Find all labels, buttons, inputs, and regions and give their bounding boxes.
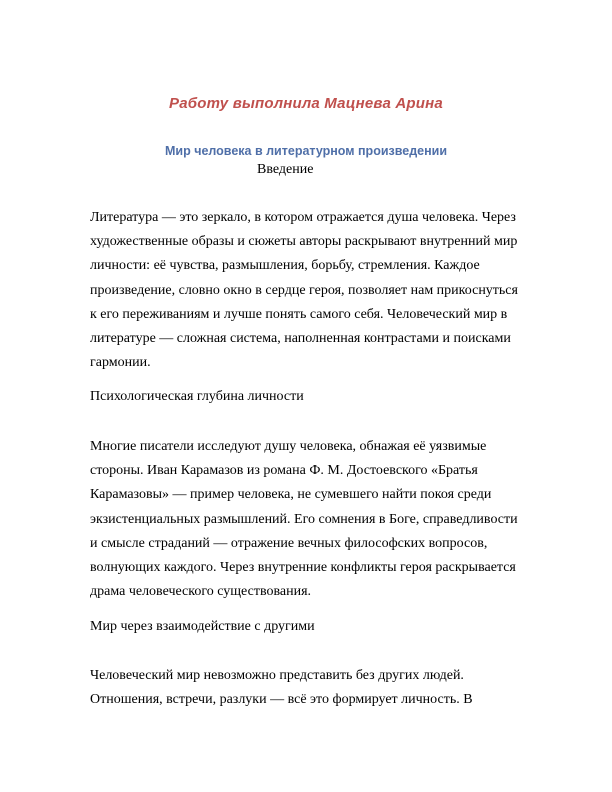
paragraph-line: и смысле страданий — отражение вечных философских вопросов, bbox=[90, 535, 488, 551]
section-heading-interaction: Мир через взаимодействие с другими bbox=[90, 619, 315, 634]
paragraph-line: экзистенциальных размышлений. Его сомнения в Боге, справедливости bbox=[90, 511, 518, 527]
paragraph-line: Карамазовы» — пример человека, не сумевшего найти покоя среди bbox=[90, 487, 492, 503]
paragraph-line: стороны. Иван Карамазов из романа Ф. М. Достоевского «Братья bbox=[90, 463, 478, 479]
paragraph-line: личности: её чувства, размышления, борьбу, стремления. Каждое bbox=[90, 258, 480, 274]
paragraph-line: Литература — это зеркало, в котором отражается душа человека. Через bbox=[90, 210, 516, 225]
paragraph-interaction bbox=[90, 664, 530, 712]
paragraph-psychology bbox=[90, 435, 530, 604]
paragraph-line: гармонии. bbox=[90, 355, 151, 371]
paragraph-line: произведение, словно окно в сердце героя, позволяет нам прикоснуться bbox=[90, 282, 518, 298]
paragraph-line: драма человеческого существования. bbox=[90, 584, 312, 600]
paragraph-line: литературе — сложная система, наполненная контрастами и поисками bbox=[90, 331, 511, 347]
paragraph-line: Человеческий мир невозможно представить без других людей. bbox=[90, 668, 464, 683]
intro-heading: Введение bbox=[257, 162, 314, 177]
paragraph-line: художественные образы и сюжеты авторы раскрывают внутренний мир bbox=[90, 234, 518, 250]
paragraph-line: волнующих каждого. Через внутренние конфликты героя раскрывается bbox=[90, 560, 516, 576]
author-line: Работу выполнила Мацнева Арина bbox=[169, 95, 443, 112]
paragraph-line: к его переживаниям и лучше понять самого себя. Человеческий мир в bbox=[90, 306, 508, 322]
document-title: Мир человека в литературном произведении bbox=[164, 144, 447, 158]
paragraph-line: Отношения, встречи, разлуки — всё это формирует личность. В bbox=[90, 692, 473, 708]
paragraph-line: Многие писатели исследуют душу человека, обнажая её уязвимые bbox=[90, 439, 487, 454]
paragraph-intro bbox=[90, 206, 530, 375]
section-heading-psychology: Психологическая глубина личности bbox=[90, 389, 304, 404]
